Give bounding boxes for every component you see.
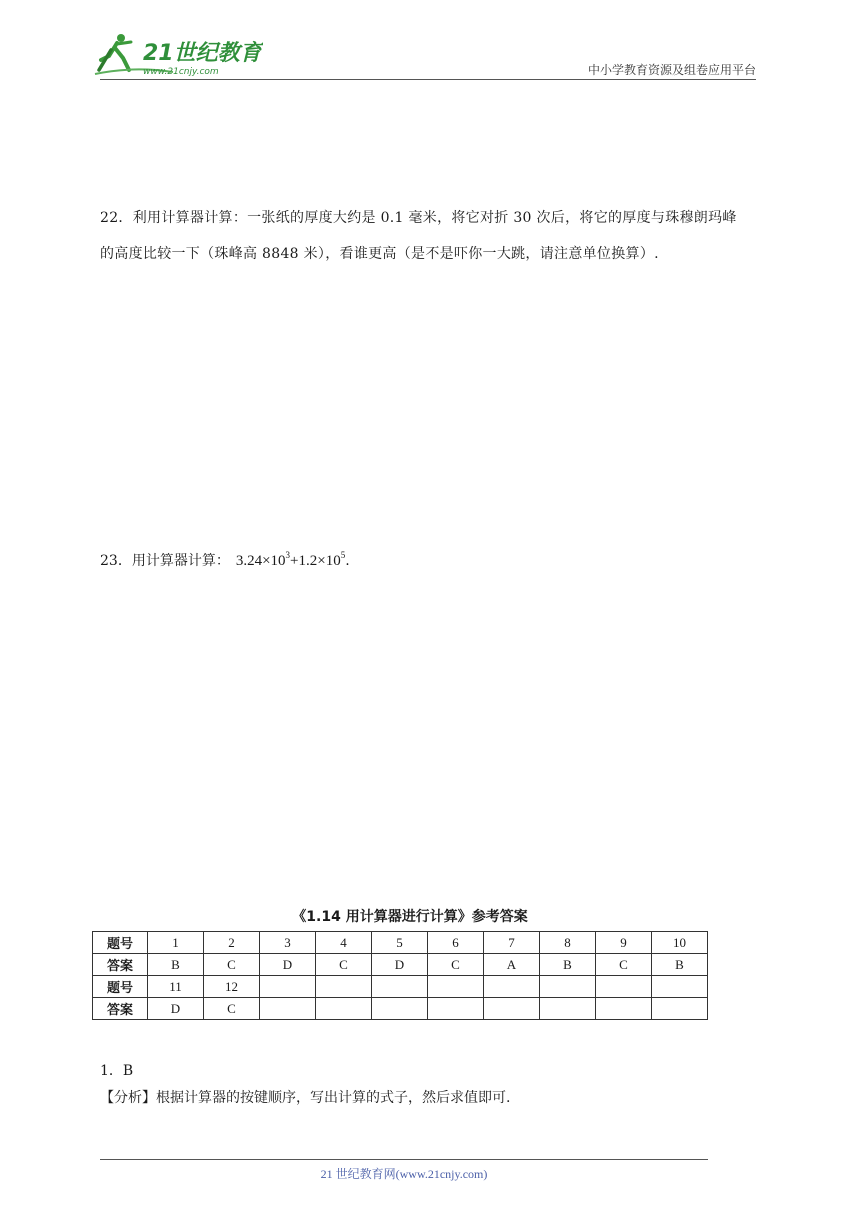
question-22-line-2: 的高度比较一下（珠峰高 8848 米），看谁更高（是不是吓你一大跳，请注意单位换算）. [100,246,659,262]
table-row [93,976,708,998]
table-cell: C [596,954,652,976]
table-cell [372,998,428,1020]
table-row [93,932,708,954]
table-cell: C [204,954,260,976]
table-cell [596,976,652,998]
table-cell: D [372,954,428,976]
logo-url: www.21cnjy.com [143,67,219,77]
footer-text: 21 世纪教育网(www.21cnjy.com) [320,1167,488,1181]
table-cell [316,976,372,998]
question-23-formula: $3.24\times 10^3+1.2\times 10^5$ [235,550,346,569]
table-cell [428,976,484,998]
table-row [93,954,708,976]
row-header: 答案 [93,954,148,976]
table-cell: 12 [204,976,260,998]
table-cell [260,976,316,998]
table-cell [260,998,316,1020]
row-header: 题号 [93,976,148,998]
answer-key-table [92,931,708,1020]
table-cell [484,998,540,1020]
row-header: 题号 [93,932,148,954]
solution-1-analysis: 【分析】根据计算器的按键顺序，写出计算的式子，然后求值即可. [100,1090,511,1106]
table-cell [596,998,652,1020]
table-cell: 5 [372,932,428,954]
table-cell: 1 [148,932,204,954]
table-cell: D [260,954,316,976]
site-logo [93,30,263,80]
table-cell [652,976,708,998]
table-cell: B [540,954,596,976]
logo-text: 21世纪教育 [143,41,262,66]
table-cell: 2 [204,932,260,954]
question-23-suffix: . [345,553,350,569]
solution-1-answer: 1．B [100,1063,134,1079]
table-cell [484,976,540,998]
question-23 [100,540,350,576]
table-cell: 9 [596,932,652,954]
table-cell [428,998,484,1020]
row-header: 答案 [93,998,148,1020]
question-23-prefix: 23．用计算器计算： [100,553,230,569]
table-cell: 10 [652,932,708,954]
table-cell [372,976,428,998]
table-cell: B [652,954,708,976]
table-cell [540,976,596,998]
table-cell: 7 [484,932,540,954]
footer-divider [100,1159,708,1160]
table-cell: 3 [260,932,316,954]
header-divider [100,79,756,80]
table-cell [540,998,596,1020]
header-platform-text: 中小学教育资源及组卷应用平台 [587,63,756,77]
question-22 [100,200,760,272]
table-cell: A [484,954,540,976]
table-cell: 4 [316,932,372,954]
table-cell: B [148,954,204,976]
table-cell: 8 [540,932,596,954]
table-cell: C [428,954,484,976]
table-cell: 6 [428,932,484,954]
answer-key-title: 《1.14 用计算器进行计算》参考答案 [292,909,528,925]
table-cell [316,998,372,1020]
table-cell [652,998,708,1020]
table-row [93,998,708,1020]
table-cell: 11 [148,976,204,998]
table-cell: C [316,954,372,976]
table-cell: D [148,998,204,1020]
table-cell: C [204,998,260,1020]
question-22-line-1: 22．利用计算器计算：一张纸的厚度大约是 0.1 毫米，将它对折 30 次后，将它的厚度与珠穆朗玛峰 [100,210,737,226]
